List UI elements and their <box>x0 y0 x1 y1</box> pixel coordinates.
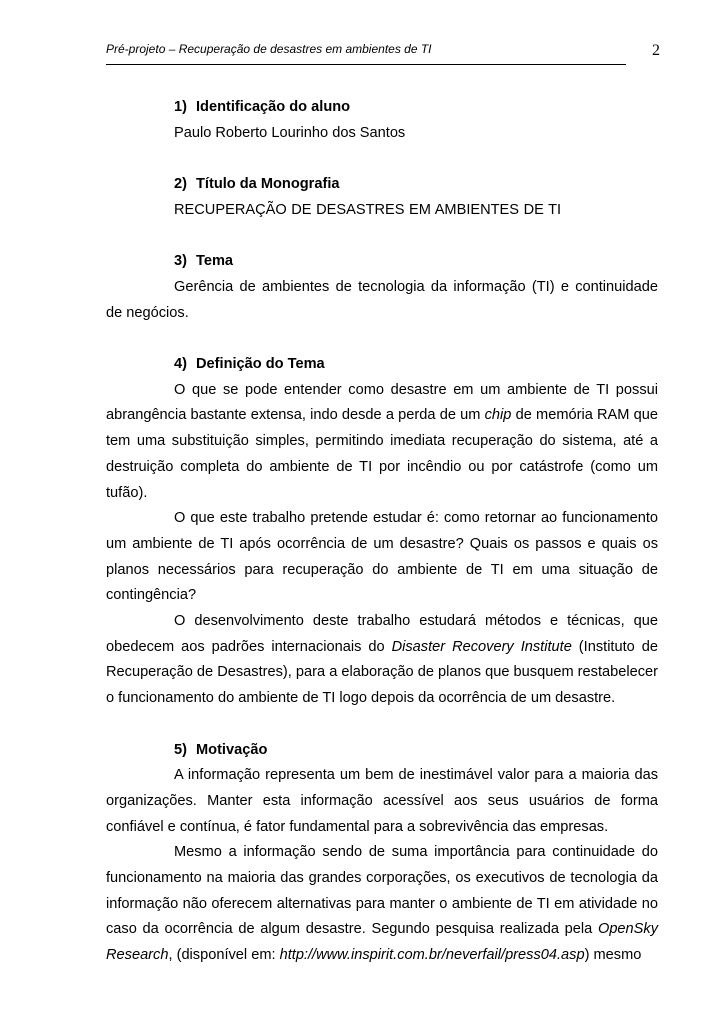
section-title: Definição do Tema <box>196 355 325 372</box>
section-number: 1) <box>174 99 187 115</box>
paragraph: Gerência de ambientes de tecnologia da informação (TI) e continuidade de negócios. <box>106 278 658 321</box>
reference-url: http://www.inspirit.com.br/neverfail/press04.asp <box>279 947 585 964</box>
paragraph <box>106 609 658 712</box>
paragraph: O que este trabalho pretende estudar é: como retornar ao funcionamento um ambiente de TI após ocorrência de um desastre? Quais os passos e quais os planos necessários para recuperação do ambiente de TI em uma situação de contingência? <box>106 510 658 604</box>
text-run-italic: OpenSky Research <box>106 921 658 964</box>
paragraph: A informação representa um bem de inestimável valor para a maioria das organizações. Manter esta informação acessível aos seus usuários de forma confiável e contínua, é fator fundamental para a sobrevivência das empresas. <box>106 767 658 835</box>
document-body <box>106 95 658 995</box>
section-heading <box>106 172 658 198</box>
paragraph <box>106 378 658 507</box>
text-run: O que se pode entender como desastre em um ambiente de TI possui abrangência bastante extensa, indo desde a perda de um <box>106 381 658 424</box>
text-run: O desenvolvimento deste trabalho estudará métodos e técnicas, que obedecem aos padrões internacionais do <box>106 613 658 655</box>
section-titulo <box>106 172 658 223</box>
text-run-italic: Disaster Recovery Institute <box>391 638 572 655</box>
page-number: 2 <box>652 42 660 59</box>
section-heading <box>106 249 658 275</box>
section-title: Motivação <box>196 741 268 758</box>
section-title: Título da Monografia <box>196 176 340 193</box>
text-run: (Instituto de Recuperação de Desastres), para a elaboração de planos que busquem restabelecer o funcionamento do ambiente de TI logo depois da ocorrência de um desastre. <box>106 638 658 707</box>
text-run-italic: chip <box>484 407 512 424</box>
text-run: Mesmo a informação sendo de suma importância para continuidade do funcionamento na maioria das grandes corporações, os executivos de tecnologia da informação não oferecem alternativas para manter o ambiente de TI em atividade no caso da ocorrência de algum desastre. Segundo pesquisa realizada pela <box>106 844 658 938</box>
section-number: 3) <box>174 253 187 270</box>
section-identificacao <box>106 95 658 146</box>
header-title: Pré-projeto – Recuperação de desastres em ambientes de TI <box>106 42 432 56</box>
student-name: Paulo Roberto Lourinho dos Santos <box>174 124 406 141</box>
text-run: de memória RAM que tem uma substituição simples, permitindo imediata recuperação do sistema, até a destruição completa do ambiente de TI por incêndio ou por catástrofe (como um tufão). <box>106 407 658 501</box>
paragraph <box>106 840 658 969</box>
section-title: Identificação do aluno <box>196 99 351 115</box>
section-motivacao <box>106 738 658 969</box>
text-run: , (disponível em: <box>168 947 280 964</box>
section-title: Tema <box>196 253 234 270</box>
monograph-title: RECUPERAÇÃO DE DESASTRES EM AMBIENTES DE TI <box>174 201 562 218</box>
section-heading <box>106 738 658 764</box>
text-run: ) mesmo <box>584 947 642 964</box>
section-tema <box>106 249 658 326</box>
section-number: 4) <box>174 355 187 372</box>
section-number: 2) <box>174 176 187 193</box>
section-number: 5) <box>174 741 187 758</box>
section-heading <box>106 352 658 378</box>
section-heading <box>106 95 658 121</box>
page-header <box>106 42 626 65</box>
section-definicao <box>106 352 658 712</box>
